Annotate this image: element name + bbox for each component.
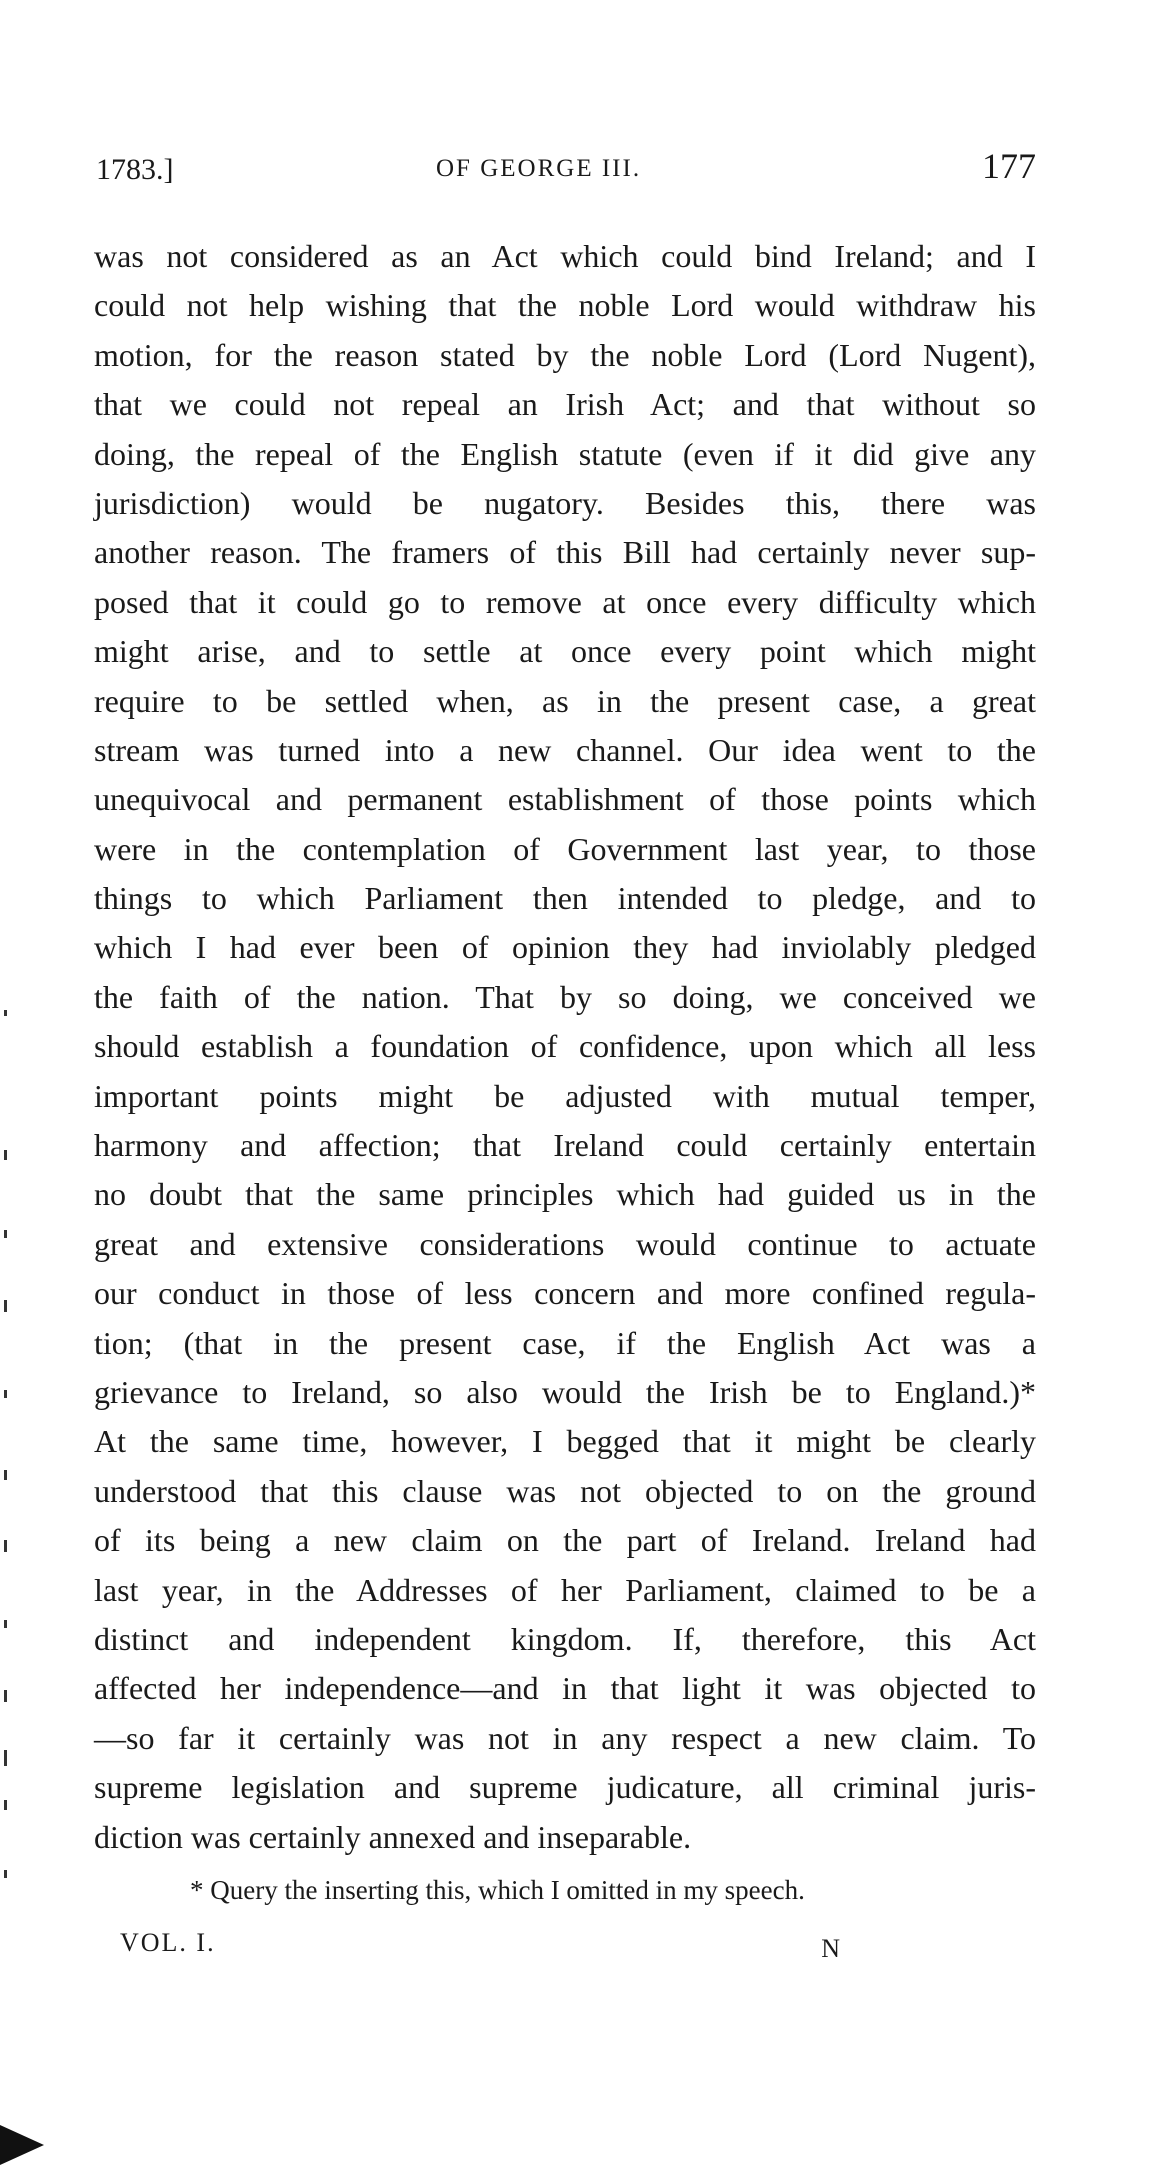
text-line: understood that this clause was not objected to on the ground [94, 1472, 1036, 1509]
page-number: 177 [982, 146, 1036, 186]
text-line: great and extensive considerations would continue to actuate [94, 1225, 1036, 1262]
text-line: might arise, and to settle at once every point which might [94, 633, 1036, 670]
text-line: motion, for the reason stated by the noble Lord (Lord Nugent), [94, 336, 1036, 373]
text-line: posed that it could go to remove at once every difficulty which [94, 583, 1036, 620]
volume-label: VOL. I. [120, 1928, 216, 1957]
footnote: * Query the inserting this, which I omitted in my speech. [190, 1875, 805, 1905]
text-line: no doubt that the same principles which had guided us in the [94, 1176, 1036, 1213]
text-line: was not considered as an Act which could bind Ireland; and I [94, 238, 1036, 274]
text-line: last year, in the Addresses of her Parliament, claimed to be a [94, 1571, 1036, 1608]
text-line: were in the contemplation of Government last year, to those [94, 830, 1036, 867]
text-line: stream was turned into a new channel. Our idea went to the [94, 731, 1036, 768]
text-line: should establish a foundation of confidence, upon which all less [94, 1028, 1036, 1065]
text-line: harmony and affection; that Ireland could certainly entertain [94, 1127, 1036, 1164]
running-header [96, 145, 1036, 189]
binding-margin-marks [0, 1000, 24, 1900]
text-line: which I had ever been of opinion they had inviolably pledged [94, 929, 1036, 966]
corner-arrow-icon [0, 2125, 44, 2165]
page-footer [120, 1928, 840, 1968]
text-line: things to which Parliament then intended to pledge, and to [94, 880, 1036, 917]
text-line: tion; (that in the present case, if the English Act was a [94, 1324, 1036, 1361]
text-line: another reason. The framers of this Bill had certainly never sup- [94, 534, 1036, 571]
text-line: the faith of the nation. That by so doing, we conceived we [94, 978, 1036, 1015]
text-line: unequivocal and permanent establishment of those points which [94, 781, 1036, 818]
signature-mark: N [821, 1934, 840, 1963]
text-line: our conduct in those of less concern and more confined regula- [94, 1275, 1036, 1312]
text-line: distinct and independent kingdom. If, therefore, this Act [94, 1620, 1036, 1657]
text-line: grievance to Ireland, so also would the Irish be to England.)* [94, 1373, 1036, 1410]
text-line: diction was certainly annexed and inseparable. [94, 1818, 692, 1855]
text-line: At the same time, however, I begged that it might be clearly [94, 1423, 1036, 1460]
text-line: require to be settled when, as in the present case, a great [94, 682, 1036, 719]
text-line: that we could not repeal an Irish Act; and that without so [94, 386, 1036, 423]
text-line: supreme legislation and supreme judicature, all criminal juris- [94, 1769, 1036, 1806]
header-year: 1783.] [96, 153, 174, 186]
body-text [94, 232, 1036, 1862]
text-line: important points might be adjusted with mutual temper, [94, 1077, 1036, 1114]
text-line: doing, the repeal of the English statute (even if it did give any [94, 435, 1036, 472]
text-line: of its being a new claim on the part of Ireland. Ireland had [94, 1522, 1036, 1559]
text-line: jurisdiction) would be nugatory. Besides this, there was [94, 484, 1036, 521]
header-title: OF GEORGE III. [436, 155, 642, 182]
text-line: affected her independence—and in that light it was objected to [94, 1670, 1036, 1707]
text-line: —so far it certainly was not in any respect a new claim. To [94, 1719, 1036, 1756]
text-line: could not help wishing that the noble Lord would withdraw his [94, 287, 1036, 324]
